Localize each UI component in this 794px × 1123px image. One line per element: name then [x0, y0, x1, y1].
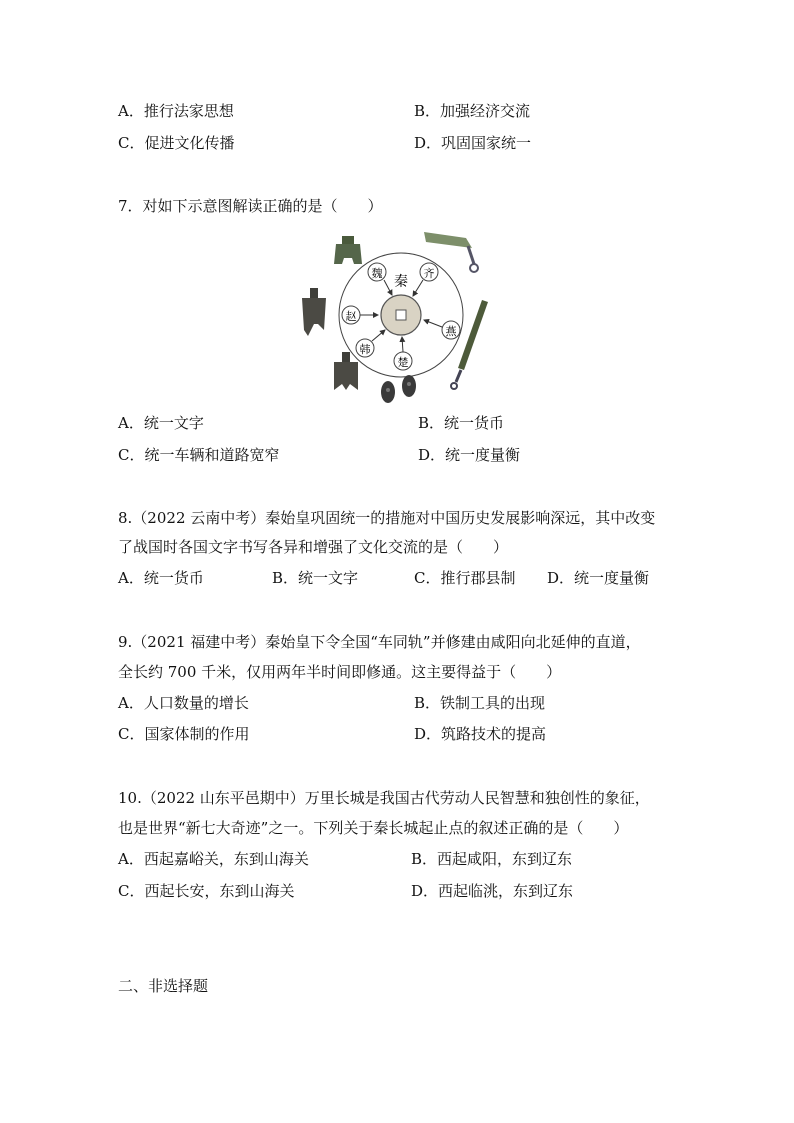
- q7-stem: 7．对如下示意图解读正确的是（ ）: [118, 197, 383, 215]
- q8-option-a: A．统一货币: [118, 569, 204, 587]
- q7-option-d: D．统一度量衡: [418, 446, 521, 464]
- knife-coin-right-icon: [451, 300, 488, 389]
- q9-option-a: A．人口数量的增长: [118, 694, 249, 712]
- q7-option-b: B．统一货币: [418, 414, 505, 432]
- center-state-label: 秦: [394, 274, 408, 290]
- coin-square-hole: [396, 310, 406, 320]
- q9-option-b: B．铁制工具的出现: [414, 694, 546, 712]
- q10-option-c: C．西起长安，东到山海关: [118, 882, 295, 900]
- q6-option-c: C．促进文化传播: [118, 134, 235, 152]
- q9-stem-line2: 全长约 700 千米，仅用两年半时间即修通。这主要得益于（ ）: [118, 663, 562, 681]
- state-qi: [420, 263, 438, 281]
- q10-option-d: D．西起临洮，东到辽东: [411, 882, 574, 900]
- state-zhao: [342, 306, 360, 324]
- q7-option-c: C．统一车辆和道路宽窄: [118, 446, 280, 464]
- svg-text:魏: 魏: [371, 267, 383, 280]
- spade-coin-bottom-left-icon: [334, 352, 358, 390]
- state-yan: [442, 321, 460, 339]
- currency-diagram-svg: [296, 220, 506, 410]
- q10-stem-line1: 10.（2022 山东平邑期中）万里长城是我国古代劳动人民智慧和独创性的象征，: [118, 789, 650, 807]
- svg-text:赵: 赵: [345, 310, 357, 323]
- q6-option-d: D．巩固国家统一: [414, 134, 532, 152]
- q8-option-d: D．统一度量衡: [547, 569, 650, 587]
- section-heading: 二、非选择题: [118, 977, 209, 995]
- spade-coin-left-icon: [302, 288, 326, 336]
- spade-coin-top-left-icon: [334, 236, 362, 264]
- state-chu: [394, 352, 412, 370]
- state-wei: [368, 263, 386, 281]
- svg-text:楚: 楚: [397, 356, 409, 369]
- q8-option-c: C．推行郡县制: [414, 569, 516, 587]
- q8-stem-line2: 了战国时各国文字书写各异和增强了文化交流的是（ ）: [118, 538, 509, 556]
- q10-stem-line2: 也是世界“新七大奇迹”之一。下列关于秦长城起止点的叙述正确的是（ ）: [118, 819, 629, 837]
- ant-nose-coins-bottom-icon: [381, 375, 416, 403]
- svg-text:燕: 燕: [445, 325, 457, 338]
- svg-text:齐: 齐: [423, 267, 435, 280]
- q9-option-c: C．国家体制的作用: [118, 725, 250, 743]
- q10-option-a: A．西起嘉峪关，东到山海关: [118, 850, 309, 868]
- q7-currency-diagram: [296, 220, 506, 410]
- state-han: [356, 339, 374, 357]
- q8-option-b: B．统一文字: [272, 569, 359, 587]
- q8-stem-line1: 8.（2022 云南中考）秦始皇巩固统一的措施对中国历史发展影响深远，其中改变: [118, 509, 656, 527]
- svg-text:韩: 韩: [359, 343, 371, 356]
- q10-option-b: B．西起咸阳，东到辽东: [411, 850, 573, 868]
- q9-stem-line1: 9.（2021 福建中考）秦始皇下令全国“车同轨”并修建由咸阳向北延伸的直道，: [118, 633, 641, 651]
- q7-option-a: A．统一文字: [118, 414, 204, 432]
- q6-option-b: B．加强经济交流: [414, 102, 531, 120]
- q9-option-d: D．筑路技术的提高: [414, 725, 547, 743]
- q6-option-a: A．推行法家思想: [118, 102, 234, 120]
